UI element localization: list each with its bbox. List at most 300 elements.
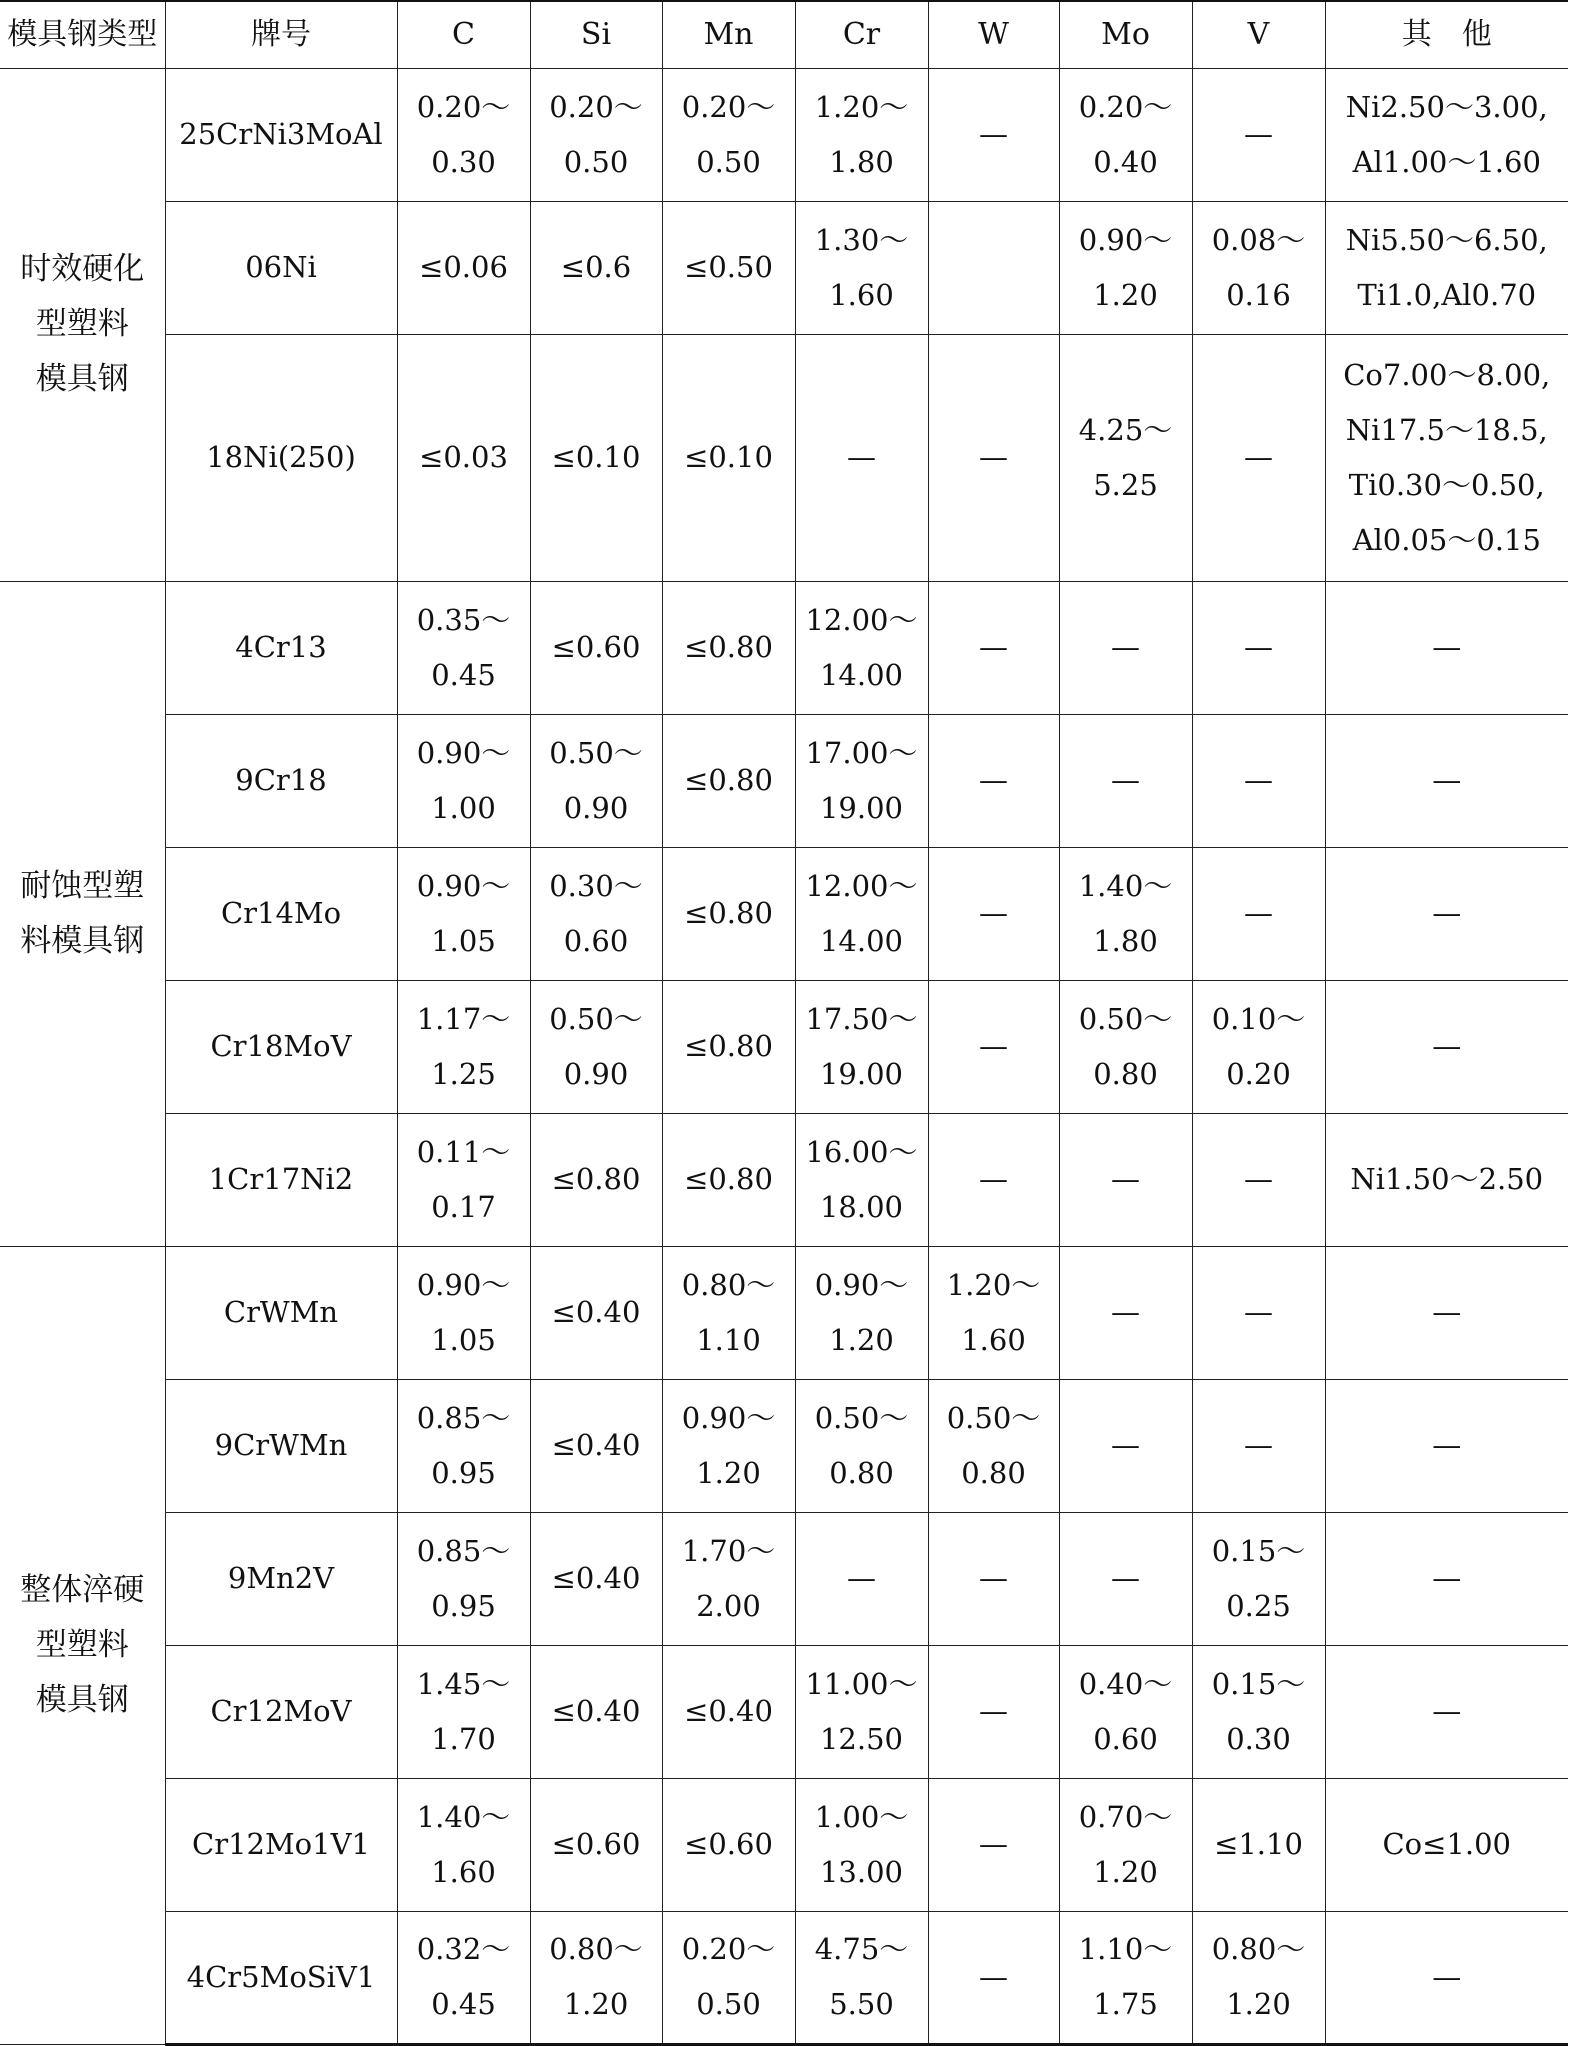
cell-value-line: ≤0.40 (551, 1428, 641, 1462)
cell-value-line: 1.75 (1093, 1987, 1158, 2021)
cell-value-line: 1.20 (829, 1322, 894, 1357)
cell-value-line: — (979, 1959, 1008, 1994)
cell-value-line: 14.00 (819, 923, 904, 958)
steel-type-line: 料模具钢 (20, 922, 145, 959)
cell-value-line: — (979, 440, 1008, 474)
v-cell (1192, 847, 1325, 980)
cell-value-line: 5.50 (829, 1987, 894, 2021)
cell-value-line: 1.80 (1093, 923, 1158, 958)
cell-value-line: 19.00 (819, 1056, 904, 1091)
mn-cell (662, 714, 795, 847)
v-cell (1192, 581, 1325, 714)
steel-type-line: 耐蚀型塑 (20, 867, 145, 904)
grade-cell: 9CrWMn (165, 1379, 397, 1512)
cell-value-line: 0.20 (1226, 1056, 1291, 1091)
cell-value-line: 0.80～ (549, 1932, 643, 1966)
cell-value-line: 0.80～ (1211, 1932, 1306, 1966)
cell-value-line: 0.60 (563, 923, 629, 958)
c-cell (397, 714, 530, 847)
table-row (0, 1911, 1568, 2044)
cell-value-line: 1.00 (431, 790, 496, 825)
cell-value-line: 1.25 (431, 1056, 496, 1091)
cell-value-line: Al0.05～0.15 (1352, 522, 1541, 557)
v-cell (1192, 1246, 1325, 1379)
cell-value-line: 0.30～ (549, 868, 643, 903)
cell-value-line: 1.60 (431, 1854, 496, 1889)
cell-value-line: 1.10 (696, 1322, 761, 1357)
cell-value-line: 0.40～ (1078, 1666, 1173, 1701)
cell-value-line: — (1432, 630, 1462, 664)
cell-value-line: 0.25 (1226, 1588, 1291, 1623)
cell-value-line: ≤0.50 (684, 250, 773, 284)
cell-value-line: 1.80 (829, 144, 894, 179)
mn-cell (662, 1113, 795, 1246)
c-cell (397, 847, 530, 980)
cell-value-line: 0.50～ (549, 735, 643, 770)
cell-value-line: 0.85～ (416, 1533, 511, 1568)
grade-cell: 1Cr17Ni2 (165, 1113, 397, 1246)
w-cell (928, 1778, 1059, 1911)
cell-value-line: 1.20 (1093, 1854, 1158, 1889)
si-cell (530, 1778, 662, 1911)
cell-value-line: 0.80 (1093, 1056, 1158, 1091)
cell-value-line: 1.00～ (814, 1799, 909, 1834)
cell-value-line: 0.20～ (1078, 89, 1173, 124)
cell-value-line: 0.50 (696, 144, 761, 179)
cell-value-line: 1.20 (696, 1455, 761, 1490)
cell-value-line: 1.30～ (814, 222, 909, 257)
v-cell (1192, 334, 1325, 581)
other-cell (1325, 1778, 1568, 1911)
mo-cell (1059, 1778, 1192, 1911)
cell-value-line: 0.11～ (416, 1134, 511, 1169)
mo-cell (1059, 1645, 1192, 1778)
cr-cell (795, 334, 928, 581)
cell-value-line: ≤0.80 (684, 1162, 773, 1196)
cell-value-line: 17.50～ (805, 1001, 918, 1036)
mo-cell (1059, 1246, 1192, 1379)
mn-cell (662, 1645, 795, 1778)
c-cell (397, 1911, 530, 2044)
header-row (0, 1, 1568, 68)
cell-value-line: — (1432, 1959, 1462, 1994)
other-cell (1325, 980, 1568, 1113)
w-cell (928, 581, 1059, 714)
cr-cell (795, 1645, 928, 1778)
cell-value-line: 0.20～ (681, 89, 776, 124)
grade-cell: 4Cr5MoSiV1 (165, 1911, 397, 2044)
cell-value-line: — (1111, 1162, 1140, 1196)
w-cell (928, 980, 1059, 1113)
cell-value-line: — (1244, 1295, 1273, 1329)
cell-value-line: 0.50～ (549, 1001, 643, 1036)
other-cell (1325, 334, 1568, 581)
cell-value-line: 0.70～ (1078, 1799, 1173, 1834)
cell-value-line: 0.90 (563, 790, 629, 825)
cr-cell (795, 201, 928, 334)
mn-cell (662, 1379, 795, 1512)
cell-value-line: Ti1.0,Al0.70 (1357, 277, 1537, 312)
cell-value-line: — (1111, 1428, 1140, 1462)
cell-value-line: ≤0.06 (419, 250, 508, 284)
steel-type-line: 模具钢 (35, 1681, 129, 1718)
cell-value-line: ≤0.60 (551, 1827, 641, 1861)
table-row (0, 1512, 1568, 1645)
cell-value-line: 1.70～ (681, 1533, 776, 1568)
grade-cell: 9Mn2V (165, 1512, 397, 1645)
cell-value-line: — (1244, 440, 1273, 474)
steel-type-cell (0, 1246, 165, 2044)
cr-cell (795, 980, 928, 1113)
cell-value-line: 0.30 (1226, 1721, 1291, 1756)
header-w: W (928, 1, 1059, 68)
mo-cell (1059, 334, 1192, 581)
cell-value-line: 1.20 (1226, 1987, 1291, 2021)
grade-cell: 9Cr18 (165, 714, 397, 847)
v-cell (1192, 1778, 1325, 1911)
other-cell (1325, 581, 1568, 714)
cell-value-line: 0.85～ (416, 1400, 511, 1435)
cell-value-line: 1.20 (563, 1987, 629, 2021)
other-cell (1325, 201, 1568, 334)
v-cell (1192, 68, 1325, 201)
mn-cell (662, 1512, 795, 1645)
cr-cell (795, 1246, 928, 1379)
cell-value-line: 1.20～ (946, 1267, 1041, 1302)
header-steel-type: 模具钢类型 (0, 1, 165, 68)
steel-type-line: 整体淬硬 (20, 1571, 145, 1608)
cr-cell (795, 847, 928, 980)
mn-cell (662, 1778, 795, 1911)
table-row (0, 980, 1568, 1113)
si-cell (530, 1379, 662, 1512)
table-row (0, 334, 1568, 581)
cell-value-line: — (1244, 763, 1273, 797)
cell-value-line: — (979, 117, 1008, 151)
mo-cell (1059, 1113, 1192, 1246)
cell-value-line: 0.90～ (814, 1267, 909, 1302)
grade-cell: Cr12Mo1V1 (165, 1778, 397, 1911)
table-body (0, 68, 1568, 2044)
cell-value-line: — (1111, 630, 1140, 664)
cell-value-line: ≤0.40 (684, 1694, 773, 1728)
cell-value-line: 1.60 (829, 277, 894, 312)
cell-value-line: — (1244, 896, 1273, 930)
cell-value-line: — (979, 1029, 1008, 1063)
cell-value-line: — (847, 1561, 876, 1595)
cell-value-line: 16.00～ (805, 1134, 918, 1169)
grade-cell: 4Cr13 (165, 581, 397, 714)
other-cell (1325, 1379, 1568, 1512)
steel-type-cell (0, 581, 165, 1246)
cell-value-line: ≤1.10 (1214, 1827, 1303, 1861)
cell-value-line: 0.50～ (946, 1400, 1041, 1435)
cell-value-line: 14.00 (819, 657, 904, 692)
cell-value-line: 0.30 (431, 144, 496, 179)
cell-value-line: 0.17 (431, 1189, 496, 1224)
cell-value-line: Ni5.50～6.50, (1345, 222, 1548, 257)
grade-cell: 18Ni(250) (165, 334, 397, 581)
steel-type-line: 模具钢 (35, 361, 129, 397)
v-cell (1192, 714, 1325, 847)
v-cell (1192, 1113, 1325, 1246)
table-row (0, 1379, 1568, 1512)
cell-value-line: 1.10～ (1078, 1932, 1173, 1966)
w-cell (928, 68, 1059, 201)
grade-cell: 25CrNi3MoAl (165, 68, 397, 201)
grade-cell: CrWMn (165, 1246, 397, 1379)
w-cell (928, 714, 1059, 847)
cell-value-line: 0.90～ (416, 868, 511, 903)
cell-value-line: ≤0.10 (551, 440, 641, 474)
table-header (0, 1, 1568, 68)
cell-value-line: — (979, 1162, 1008, 1196)
c-cell (397, 1379, 530, 1512)
w-cell (928, 1512, 1059, 1645)
header-si: Si (530, 1, 662, 68)
cell-value-line: 12.50 (819, 1721, 904, 1756)
cell-value-line: Ni2.50～3.00, (1345, 89, 1548, 124)
cell-value-line: 0.20～ (681, 1932, 776, 1966)
cell-value-line: 0.15～ (1211, 1666, 1306, 1701)
table-row (0, 581, 1568, 714)
cr-cell (795, 1778, 928, 1911)
cell-value-line: — (1432, 1694, 1462, 1728)
c-cell (397, 334, 530, 581)
w-cell (928, 1379, 1059, 1512)
steel-type-line: 型塑料 (35, 1626, 129, 1663)
cell-value-line: 1.17～ (416, 1001, 511, 1036)
cell-value-line: 1.60 (961, 1322, 1026, 1357)
v-cell (1192, 1512, 1325, 1645)
cell-value-line: 0.80 (961, 1455, 1026, 1490)
c-cell (397, 1645, 530, 1778)
mo-cell (1059, 980, 1192, 1113)
cell-value-line: — (1432, 1428, 1462, 1462)
cell-value-line: — (1432, 1029, 1462, 1063)
cell-value-line: 0.90～ (1078, 222, 1173, 257)
mo-cell (1059, 201, 1192, 334)
cell-value-line: Co7.00～8.00, (1343, 357, 1551, 392)
c-cell (397, 581, 530, 714)
cell-value-line: — (979, 1827, 1008, 1861)
cell-value-line: ≤0.80 (684, 1029, 773, 1063)
cell-value-line: 0.80～ (681, 1267, 776, 1302)
cell-value-line: 0.90～ (416, 1267, 511, 1302)
cell-value-line: — (1244, 1428, 1273, 1462)
cell-value-line: — (847, 440, 876, 474)
cr-cell (795, 1911, 928, 2044)
cell-value-line: 4.75～ (814, 1932, 909, 1966)
si-cell (530, 201, 662, 334)
mo-cell (1059, 68, 1192, 201)
cell-value-line: 17.00～ (805, 735, 918, 770)
cell-value-line: ≤0.40 (551, 1694, 641, 1728)
cell-value-line: 1.40～ (1078, 868, 1173, 903)
cell-value-line: — (1432, 763, 1462, 797)
mn-cell (662, 980, 795, 1113)
si-cell (530, 1645, 662, 1778)
cell-value-line: 0.95 (431, 1588, 496, 1623)
cell-value-line: 0.32～ (416, 1932, 511, 1966)
header-other: 其 他 (1325, 1, 1568, 68)
header-cr: Cr (795, 1, 928, 68)
header-mo: Mo (1059, 1, 1192, 68)
si-cell (530, 847, 662, 980)
table-row (0, 1113, 1568, 1246)
cell-value-line: — (1244, 1162, 1273, 1196)
header-c: C (397, 1, 530, 68)
w-cell (928, 1911, 1059, 2044)
cell-value-line: 1.05 (431, 923, 496, 958)
si-cell (530, 581, 662, 714)
cell-value-line: 0.08～ (1211, 222, 1306, 257)
cell-value-line: ≤0.6 (560, 250, 632, 284)
cell-value-line: 2.00 (696, 1588, 761, 1623)
cr-cell (795, 68, 928, 201)
cell-value-line: Ti0.30～0.50, (1348, 467, 1545, 502)
cell-value-line: 0.50～ (1078, 1001, 1173, 1036)
v-cell (1192, 980, 1325, 1113)
si-cell (530, 68, 662, 201)
table-row (0, 1246, 1568, 1379)
grade-cell: Cr18MoV (165, 980, 397, 1113)
cell-value-line: 0.90 (563, 1056, 629, 1091)
cell-value-line: — (979, 1561, 1008, 1595)
cell-value-line: 0.45 (431, 1987, 496, 2021)
w-cell (928, 1246, 1059, 1379)
cell-value-line: ≤0.80 (551, 1162, 641, 1196)
cell-value-line: — (1111, 1295, 1140, 1329)
cell-value-line: 0.95 (431, 1455, 496, 1490)
cell-value-line: — (1432, 1561, 1462, 1595)
grade-cell: Cr14Mo (165, 847, 397, 980)
w-cell (928, 1113, 1059, 1246)
si-cell (530, 334, 662, 581)
cell-value-line: — (979, 1694, 1008, 1728)
cell-value-line: — (1244, 630, 1273, 664)
cell-value-line: — (1111, 1561, 1140, 1595)
table-row (0, 68, 1568, 201)
cell-value-line: ≤0.80 (684, 630, 773, 664)
si-cell (530, 1911, 662, 2044)
cell-value-line: 1.40～ (416, 1799, 511, 1834)
cell-value-line: ≤0.10 (684, 440, 773, 474)
cell-value-line: 0.90～ (681, 1400, 776, 1435)
cell-value-line: 0.35～ (416, 602, 511, 637)
si-cell (530, 1512, 662, 1645)
grade-cell: 06Ni (165, 201, 397, 334)
cell-value-line: 4.25～ (1078, 412, 1173, 447)
mn-cell (662, 201, 795, 334)
mn-cell (662, 581, 795, 714)
cr-cell (795, 1379, 928, 1512)
v-cell (1192, 201, 1325, 334)
cell-value-line: 5.25 (1093, 467, 1158, 502)
cell-value-line: Al1.00～1.60 (1352, 144, 1541, 179)
header-grade: 牌号 (165, 1, 397, 68)
cell-value-line: — (1111, 763, 1140, 797)
mn-cell (662, 1911, 795, 2044)
other-cell (1325, 1645, 1568, 1778)
cell-value-line: Ni17.5～18.5, (1345, 412, 1548, 447)
steel-type-cell (0, 68, 165, 581)
mn-cell (662, 68, 795, 201)
cell-value-line: 0.20～ (416, 89, 511, 124)
cell-value-line: 12.00～ (805, 602, 918, 637)
w-cell (928, 334, 1059, 581)
cr-cell (795, 1113, 928, 1246)
steel-type-line: 时效硬化 (20, 251, 145, 287)
cell-value-line: 1.45～ (416, 1666, 511, 1701)
cell-value-line: ≤0.80 (684, 763, 773, 797)
cell-value-line: 0.50～ (814, 1400, 909, 1435)
cr-cell (795, 1512, 928, 1645)
cell-value-line: Co≤1.00 (1382, 1827, 1512, 1861)
table-row (0, 1778, 1568, 1911)
cell-value-line: 0.20～ (549, 89, 643, 124)
cr-cell (795, 581, 928, 714)
mn-cell (662, 847, 795, 980)
w-cell (928, 1645, 1059, 1778)
si-cell (530, 1246, 662, 1379)
cell-value-line: 0.40 (1093, 144, 1158, 179)
cell-value-line: 0.60 (1093, 1721, 1158, 1756)
cell-value-line: — (979, 896, 1008, 930)
header-mn: Mn (662, 1, 795, 68)
cell-value-line: 0.10～ (1211, 1001, 1306, 1036)
cell-value-line: 13.00 (819, 1854, 904, 1889)
si-cell (530, 1113, 662, 1246)
mo-cell (1059, 1379, 1192, 1512)
other-cell (1325, 68, 1568, 201)
c-cell (397, 1778, 530, 1911)
cell-value-line: Ni1.50～2.50 (1350, 1162, 1544, 1196)
table-row (0, 201, 1568, 334)
cell-value-line: ≤0.40 (551, 1295, 641, 1329)
cell-value-line: 0.50 (696, 1987, 761, 2021)
cell-value-line: — (979, 763, 1008, 797)
other-cell (1325, 1113, 1568, 1246)
mo-cell (1059, 847, 1192, 980)
grade-cell: Cr12MoV (165, 1645, 397, 1778)
cell-value-line: 0.50 (563, 144, 629, 179)
cell-value-line: 18.00 (819, 1189, 904, 1224)
cell-value-line: 0.80 (829, 1455, 894, 1490)
cell-value-line: 19.00 (819, 790, 904, 825)
v-cell (1192, 1645, 1325, 1778)
mn-cell (662, 1246, 795, 1379)
cell-value-line: 0.90～ (416, 735, 511, 770)
mo-cell (1059, 581, 1192, 714)
cell-value-line: 1.20～ (814, 89, 909, 124)
cell-value-line: 12.00～ (805, 868, 918, 903)
cell-value-line: 11.00～ (805, 1666, 918, 1701)
mo-cell (1059, 1911, 1192, 2044)
table-row (0, 1645, 1568, 1778)
cell-value-line: ≤0.60 (551, 630, 641, 664)
c-cell (397, 1246, 530, 1379)
steel-type-line: 型塑料 (35, 306, 129, 342)
cell-value-line: 1.70 (431, 1721, 496, 1756)
cell-value-line: — (1432, 1295, 1462, 1329)
cell-value-line: — (979, 630, 1008, 664)
other-cell (1325, 1512, 1568, 1645)
c-cell (397, 980, 530, 1113)
cell-value-line: 1.20 (1093, 277, 1158, 312)
v-cell (1192, 1379, 1325, 1512)
mo-cell (1059, 714, 1192, 847)
